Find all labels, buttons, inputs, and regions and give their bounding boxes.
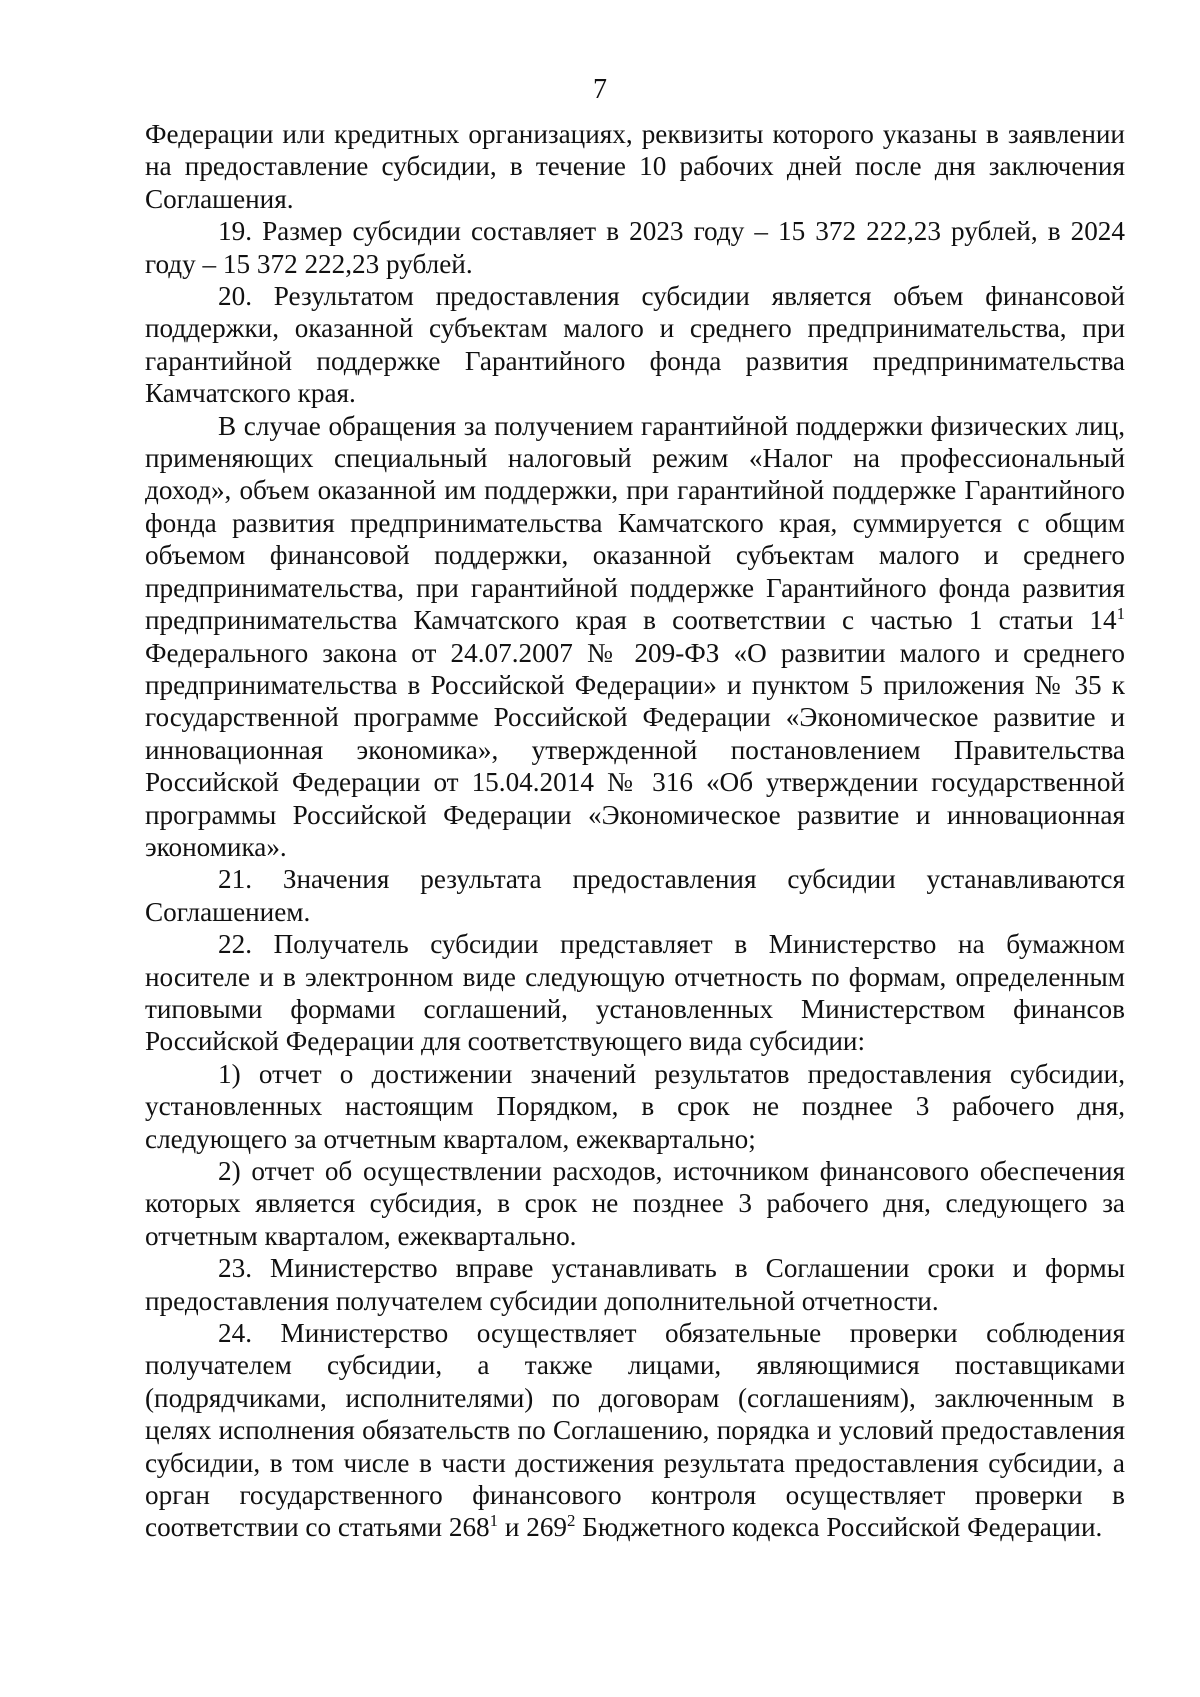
paragraph-continuation: Федерации или кредитных организациях, реквизиты которого указаны в заявлении на предоставление субсидии, в течение 10 рабочих дней после дня заключения Соглашения. [145, 119, 1125, 214]
paragraph-24-text-2: и 269 [498, 1512, 568, 1543]
document-body [145, 118, 1125, 1544]
paragraph-21: 21. Значения результата предоставления субсидии устанавливаются Соглашением. [145, 864, 1125, 927]
paragraph-22-item-2: 2) отчет об осуществлении расходов, источником финансового обеспечения которых является субсидия, в срок не позднее 3 рабочего дня, следующего за отчетным кварталом, ежеквартально. [145, 1156, 1125, 1251]
paragraph-20-extension-text-1: В случае обращения за получением гарантийной поддержки физических лиц, применяющих специальный налоговый режим «Налог на профессиональный доход», объем оказанной им поддержки, при гарантийной поддержке Гарантийного фонда развития предпринимательства Камчатского края, суммируется с общим объемом финансовой поддержки, оказанной субъектам малого и среднего предпринимательства, при гарантийной поддержке Гарантийного фонда развития предпринимательства Камчатского края в соответствии с частью 1 статьи 14 [145, 410, 1125, 636]
paragraph-24-text-1: 24. Министерство осуществляет обязательные проверки соблюдения получателем субсидии, а также лицами, являющимися поставщиками (подрядчиками, исполнителями) по договорам (соглашениям), заключенным в целях исполнения обязательств по Соглашению, порядка и условий предоставления субсидии, в том числе в части достижения результата предоставления субсидии, а орган государственного финансового контроля осуществляет проверки в соответствии со статьями 268 [145, 1318, 1125, 1543]
page-number: 7 [593, 74, 607, 105]
paragraph-20: 20. Результатом предоставления субсидии является объем финансовой поддержки, оказанной субъектам малого и среднего предпринимательства, при гарантийной поддержке Гарантийного фонда развития предпринимательства Камчатского края. [145, 281, 1125, 409]
paragraph-24-text-3: Бюджетного кодекса Российской Федерации. [575, 1512, 1103, 1543]
superscript: 1 [489, 1511, 499, 1531]
superscript: 1 [1116, 603, 1125, 623]
superscript: 2 [567, 1511, 576, 1531]
paragraph-20-extension [145, 410, 1125, 864]
paragraph-24 [145, 1317, 1125, 1544]
paragraph-23: 23. Министерство вправе устанавливать в Соглашении сроки и формы предоставления получателем субсидии дополнительной отчетности. [145, 1253, 1125, 1316]
paragraph-22: 22. Получатель субсидии представляет в Министерство на бумажном носителе и в электронном виде следующую отчетность по формам, определенным типовыми формами соглашений, установленных Министерством финансов Российской Федерации для соответствующего вида субсидии: [145, 929, 1125, 1057]
paragraph-20-extension-text-2: Федерального закона от 24.07.2007 № 209-ФЗ «О развитии малого и среднего предпринимательства в Российской Федерации» и пунктом 5 приложения № 35 к государственной программе Российской Федерации «Экономическое развитие и инновационная экономика», утвержденной постановлением Правительства Российской Федерации от 15.04.2014 № 316 «Об утверждении государственной программы Российской Федерации «Экономическое развитие и инновационная экономика». [145, 637, 1125, 862]
paragraph-22-item-1: 1) отчет о достижении значений результатов предоставления субсидии, установленных настоящим Порядком, в срок не позднее 3 рабочего дня, следующего за отчетным кварталом, ежеквартально; [145, 1058, 1125, 1154]
paragraph-19: 19. Размер субсидии составляет в 2023 году – 15 372 222,23 рублей, в 2024 году – 15 372 222,23 рублей. [145, 216, 1125, 279]
